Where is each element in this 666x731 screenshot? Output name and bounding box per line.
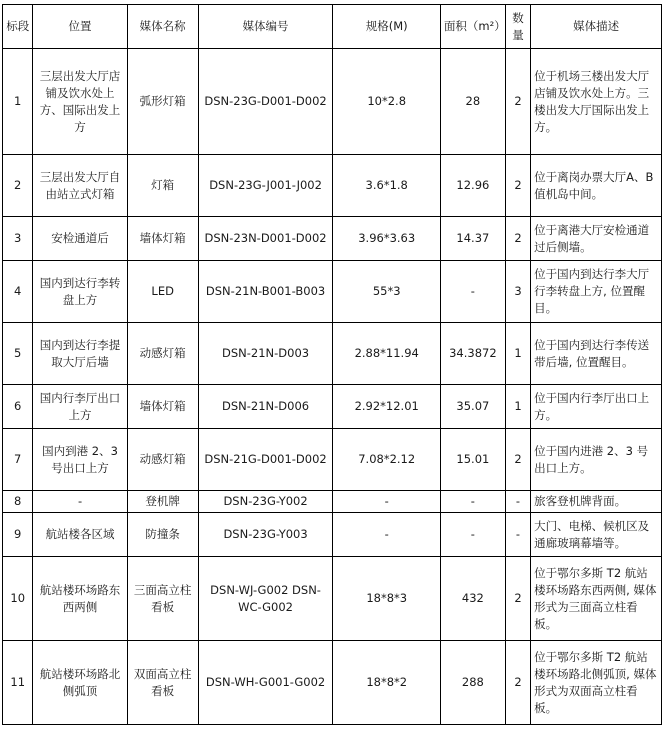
cell-media-name: 防撞条 xyxy=(127,513,198,557)
cell-media-name: 墙体灯箱 xyxy=(127,385,198,429)
table-row xyxy=(3,155,662,217)
cell-quantity: 2 xyxy=(505,429,530,491)
cell-spec: - xyxy=(333,513,440,557)
table-row xyxy=(3,557,662,641)
cell-media-name: 双面高立柱看板 xyxy=(127,641,198,725)
cell-media-name: 动感灯箱 xyxy=(127,323,198,385)
table-row xyxy=(3,641,662,725)
cell-spec: 3.6*1.8 xyxy=(333,155,440,217)
cell-area: 34.3872 xyxy=(440,323,505,385)
cell-media-code: DSN-WJ-G002 DSN-WC-G002 xyxy=(198,557,333,641)
cell-area: 35.07 xyxy=(440,385,505,429)
cell-index: 4 xyxy=(3,261,33,323)
cell-quantity: - xyxy=(505,513,530,557)
cell-location: 航站楼各区域 xyxy=(33,513,127,557)
header-description: 媒体描述 xyxy=(531,5,662,49)
cell-description: 大门、电梯、候机区及通廊玻璃幕墙等。 xyxy=(531,513,662,557)
cell-index: 8 xyxy=(3,491,33,513)
table-row xyxy=(3,385,662,429)
cell-description: 位于离港大厅安检通道过后侧墙。 xyxy=(531,217,662,261)
cell-index: 3 xyxy=(3,217,33,261)
cell-index: 10 xyxy=(3,557,33,641)
cell-area: 15.01 xyxy=(440,429,505,491)
cell-media-name: 墙体灯箱 xyxy=(127,217,198,261)
cell-media-code: DSN-21G-D001-D002 xyxy=(198,429,333,491)
cell-media-code: DSN-23N-D001-D002 xyxy=(198,217,333,261)
header-location: 位置 xyxy=(33,5,127,49)
cell-location: 三层出发大厅店铺及饮水处上方、国际出发上方 xyxy=(33,49,127,155)
cell-location: 航站楼环场路北侧弧顶 xyxy=(33,641,127,725)
cell-area: - xyxy=(440,261,505,323)
header-media-name: 媒体名称 xyxy=(127,5,198,49)
cell-description: 位于鄂尔多斯 T2 航站楼环场路东西两侧, 媒体形式为三面高立柱看板。 xyxy=(531,557,662,641)
cell-location: - xyxy=(33,491,127,513)
cell-quantity: 1 xyxy=(505,323,530,385)
cell-spec: 2.92*12.01 xyxy=(333,385,440,429)
cell-quantity: 2 xyxy=(505,217,530,261)
cell-location: 国内行李厅出口上方 xyxy=(33,385,127,429)
cell-area: 28 xyxy=(440,49,505,155)
cell-quantity: 3 xyxy=(505,261,530,323)
cell-description: 位于机场三楼出发大厅店铺及饮水处上方。三楼出发大厅国际出发上方。 xyxy=(531,49,662,155)
header-index: 标段 xyxy=(3,5,33,49)
cell-media-name: LED xyxy=(127,261,198,323)
cell-index: 6 xyxy=(3,385,33,429)
cell-description: 位于国内进港 2、3 号出口上方。 xyxy=(531,429,662,491)
cell-media-code: DSN-23G-Y003 xyxy=(198,513,333,557)
cell-quantity: 1 xyxy=(505,385,530,429)
cell-description: 位于离岗办票大厅A、B 值机岛中间。 xyxy=(531,155,662,217)
cell-quantity: 2 xyxy=(505,49,530,155)
cell-area: - xyxy=(440,513,505,557)
cell-description: 旅客登机牌背面。 xyxy=(531,491,662,513)
cell-spec: 55*3 xyxy=(333,261,440,323)
cell-location: 三层出发大厅自由站立式灯箱 xyxy=(33,155,127,217)
cell-description: 位于国内到达行李大厅行李转盘上方, 位置醒目。 xyxy=(531,261,662,323)
cell-media-name: 弧形灯箱 xyxy=(127,49,198,155)
cell-media-name: 灯箱 xyxy=(127,155,198,217)
table-row xyxy=(3,491,662,513)
header-area: 面积（m²） xyxy=(440,5,505,49)
cell-media-code: DSN-21N-B001-B003 xyxy=(198,261,333,323)
cell-index: 5 xyxy=(3,323,33,385)
cell-spec: 2.88*11.94 xyxy=(333,323,440,385)
cell-spec: - xyxy=(333,491,440,513)
table-row xyxy=(3,513,662,557)
header-spec: 规格(M) xyxy=(333,5,440,49)
cell-area: 288 xyxy=(440,641,505,725)
cell-spec: 3.96*3.63 xyxy=(333,217,440,261)
cell-media-name: 三面高立柱看板 xyxy=(127,557,198,641)
cell-location: 国内到达行李提取大厅后墙 xyxy=(33,323,127,385)
cell-quantity: 2 xyxy=(505,641,530,725)
cell-area: - xyxy=(440,491,505,513)
table-row xyxy=(3,323,662,385)
cell-description: 位于鄂尔多斯 T2 航站楼环场路北侧弧顶, 媒体形式为双面高立柱看板。 xyxy=(531,641,662,725)
cell-location: 航站楼环场路东西两侧 xyxy=(33,557,127,641)
cell-area: 12.96 xyxy=(440,155,505,217)
cell-quantity: 2 xyxy=(505,557,530,641)
header-quantity: 数量 xyxy=(505,5,530,49)
cell-quantity: - xyxy=(505,491,530,513)
cell-location: 国内到达行李转盘上方 xyxy=(33,261,127,323)
header-media-code: 媒体编号 xyxy=(198,5,333,49)
cell-media-code: DSN-21N-D006 xyxy=(198,385,333,429)
cell-index: 11 xyxy=(3,641,33,725)
cell-area: 14.37 xyxy=(440,217,505,261)
header-row xyxy=(3,5,662,49)
cell-location: 安检通道后 xyxy=(33,217,127,261)
cell-spec: 18*8*3 xyxy=(333,557,440,641)
cell-index: 9 xyxy=(3,513,33,557)
media-table xyxy=(2,4,662,725)
cell-media-name: 登机牌 xyxy=(127,491,198,513)
cell-index: 7 xyxy=(3,429,33,491)
cell-description: 位于国内到达行李传送带后墙, 位置醒目。 xyxy=(531,323,662,385)
cell-spec: 7.08*2.12 xyxy=(333,429,440,491)
cell-location: 国内到港 2、3 号出口上方 xyxy=(33,429,127,491)
cell-spec: 18*8*2 xyxy=(333,641,440,725)
cell-media-code: DSN-WH-G001-G002 xyxy=(198,641,333,725)
cell-description: 位于国内行李厅出口上方。 xyxy=(531,385,662,429)
cell-index: 1 xyxy=(3,49,33,155)
cell-quantity: 2 xyxy=(505,155,530,217)
table-row xyxy=(3,261,662,323)
cell-media-code: DSN-23G-Y002 xyxy=(198,491,333,513)
cell-index: 2 xyxy=(3,155,33,217)
cell-spec: 10*2.8 xyxy=(333,49,440,155)
cell-media-code: DSN-21N-D003 xyxy=(198,323,333,385)
table-row xyxy=(3,217,662,261)
cell-media-name: 动感灯箱 xyxy=(127,429,198,491)
cell-media-code: DSN-23G-D001-D002 xyxy=(198,49,333,155)
cell-area: 432 xyxy=(440,557,505,641)
cell-media-code: DSN-23G-J001-J002 xyxy=(198,155,333,217)
table-row xyxy=(3,429,662,491)
table-row xyxy=(3,49,662,155)
